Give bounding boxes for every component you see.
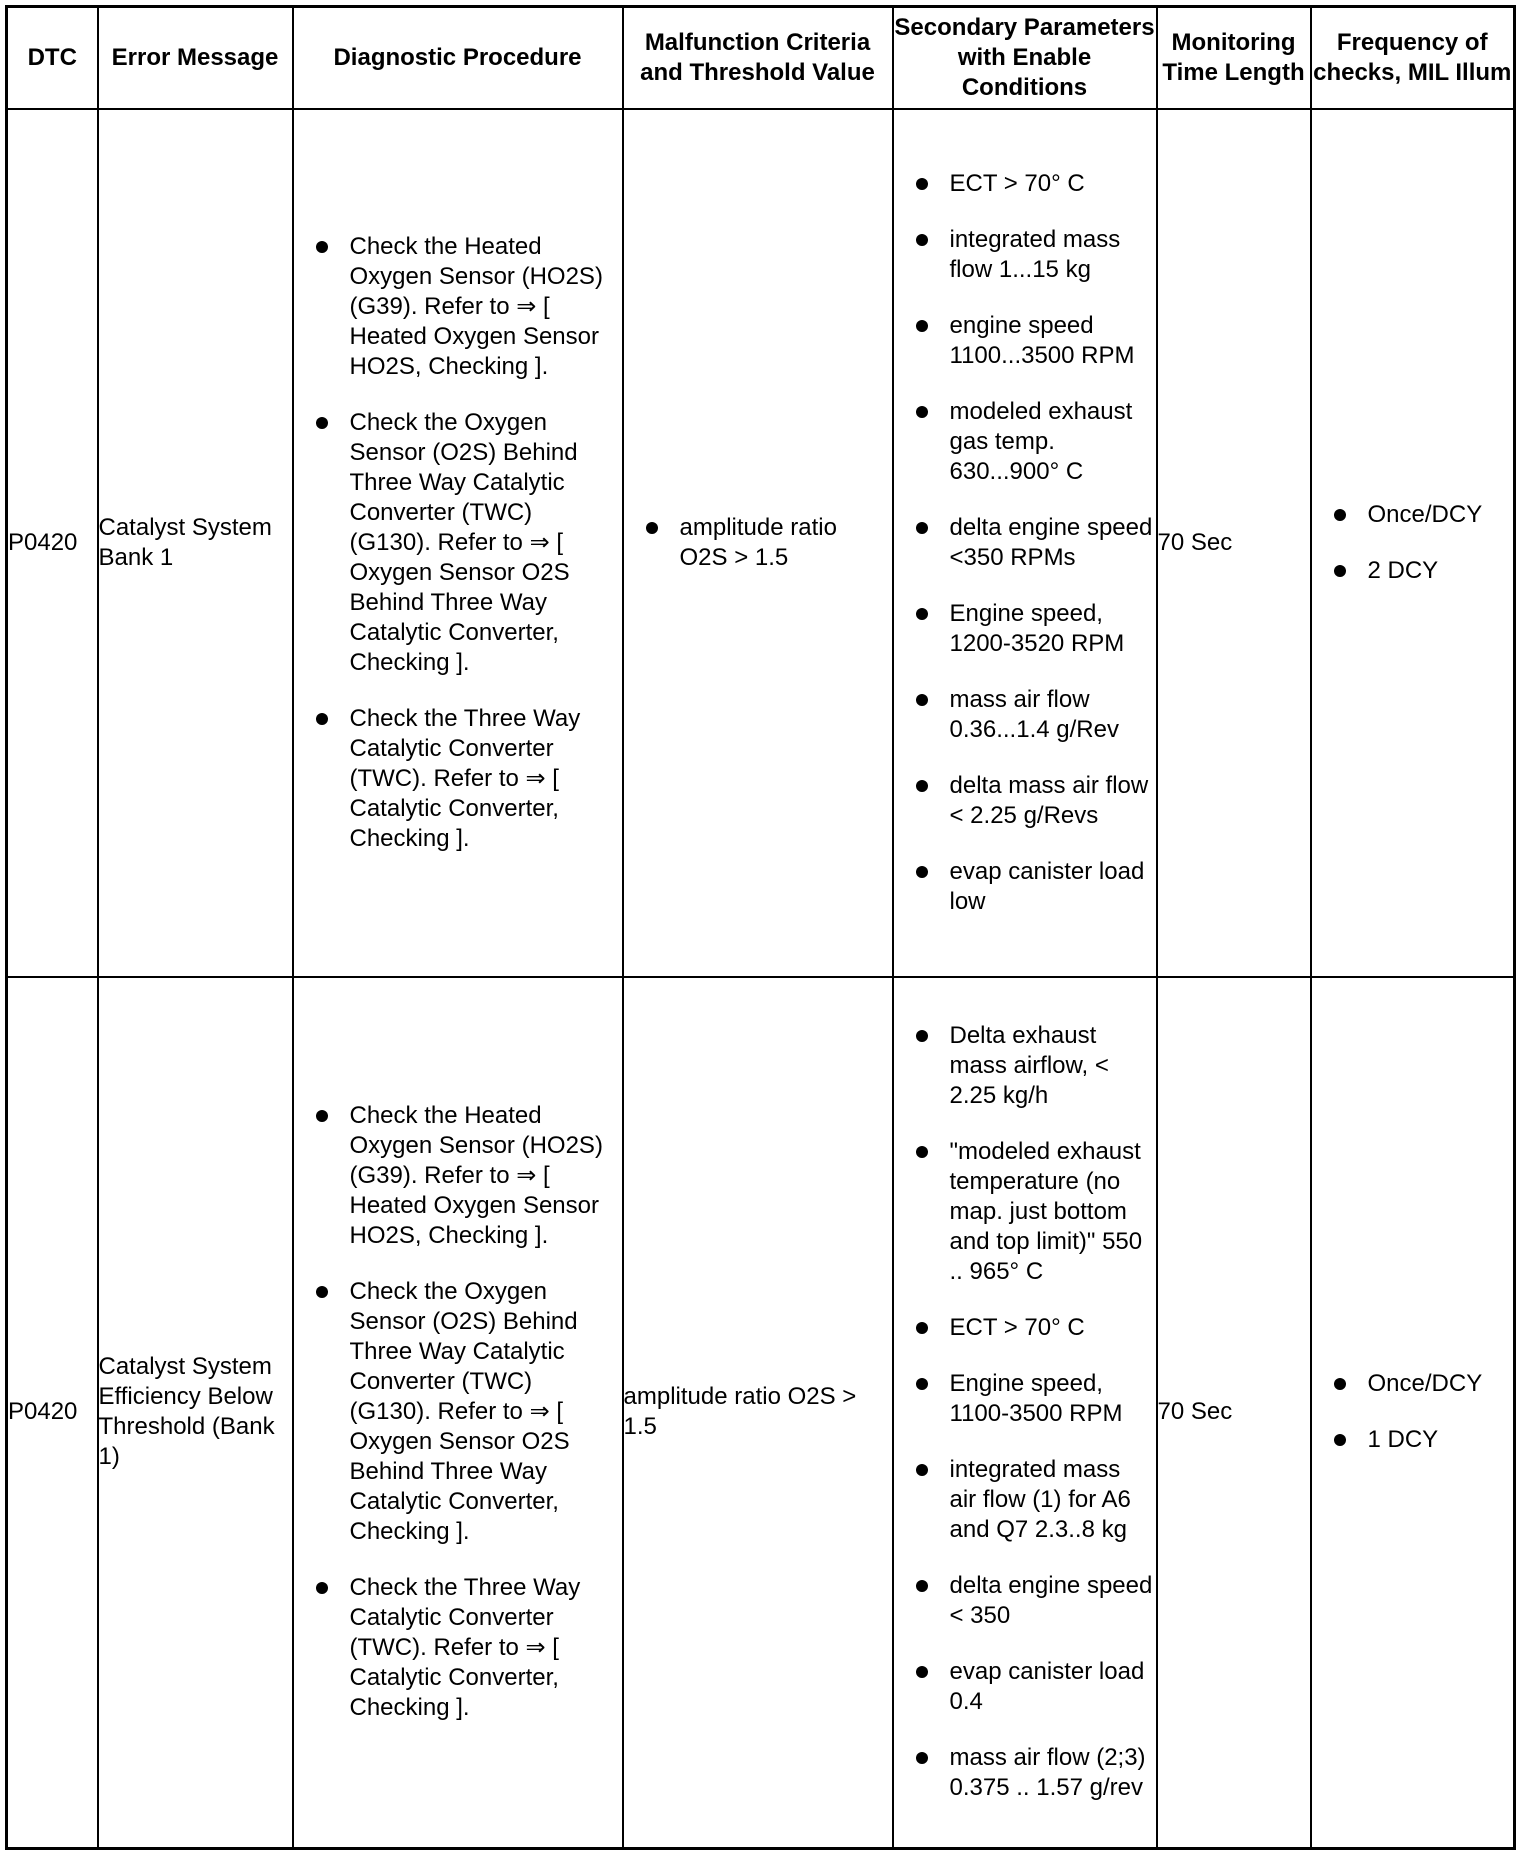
list-item: evap canister load 0.4 [894,1657,1156,1717]
table-row [7,109,1515,977]
list-item: ECT > 70° C [894,1313,1156,1343]
error-message-cell: Catalyst System Efficiency Below Threshold (Bank 1) [98,977,293,1848]
header-monitoring-time: Monitoring Time Length [1157,7,1311,110]
frequency-cell [1311,977,1515,1848]
list-item: Once/DCY [1312,1369,1514,1399]
header-secondary-parameters: Secondary Parameters with Enable Conditions [893,7,1157,110]
list-item: mass air flow 0.36...1.4 g/Rev [894,685,1156,745]
frequency-cell [1311,109,1515,977]
malfunction-criteria-list [624,513,892,573]
header-malfunction-criteria: Malfunction Criteria and Threshold Value [623,7,893,110]
list-item: integrated mass air flow (1) for A6 and Q7 2.3..8 kg [894,1455,1156,1545]
diagnostic-procedure-list [294,232,622,854]
secondary-parameters-cell [893,109,1157,977]
error-message-cell: Catalyst System Bank 1 [98,109,293,977]
frequency-list [1312,500,1514,586]
list-item: mass air flow (2;3) 0.375 .. 1.57 g/rev [894,1743,1156,1803]
list-item: delta mass air flow < 2.25 g/Revs [894,771,1156,831]
list-item: evap canister load low [894,857,1156,917]
list-item: integrated mass flow 1...15 kg [894,225,1156,285]
secondary-parameters-cell [893,977,1157,1848]
list-item: Check the Three Way Catalytic Converter (TWC). Refer to ⇒ [ Catalytic Converter, Checking ]. [294,1573,622,1723]
list-item: 2 DCY [1312,556,1514,586]
dtc-code-cell: P0420 [7,109,98,977]
list-item: delta engine speed <350 RPMs [894,513,1156,573]
list-item: Engine speed, 1100-3500 RPM [894,1369,1156,1429]
list-item: Check the Three Way Catalytic Converter (TWC). Refer to ⇒ [ Catalytic Converter, Checking ]. [294,704,622,854]
monitoring-time-cell: 70 Sec [1157,109,1311,977]
header-frequency: Frequency of checks, MIL Illum [1311,7,1515,110]
table-row [7,977,1515,1848]
malfunction-criteria-cell: amplitude ratio O2S > 1.5 [623,977,893,1848]
list-item: Check the Oxygen Sensor (O2S) Behind Three Way Catalytic Converter (TWC) (G130). Refer to ⇒ [ Oxygen Sensor O2S Behind Three Way Catalytic Converter, Checking ]. [294,1277,622,1547]
secondary-parameters-list [894,169,1156,917]
list-item: "modeled exhaust temperature (no map. just bottom and top limit)" 550 .. 965° C [894,1137,1156,1287]
diagnostic-procedure-cell [293,109,623,977]
malfunction-criteria-cell [623,109,893,977]
dtc-table-wrapper [5,5,1513,1849]
dtc-code-cell: P0420 [7,977,98,1848]
list-item: amplitude ratio O2S > 1.5 [624,513,892,573]
list-item: Check the Heated Oxygen Sensor (HO2S) (G39). Refer to ⇒ [ Heated Oxygen Sensor HO2S, Checking ]. [294,1101,622,1251]
list-item: modeled exhaust gas temp. 630...900° C [894,397,1156,487]
header-row [7,7,1515,110]
diagnostic-procedure-cell [293,977,623,1848]
frequency-list [1312,1369,1514,1455]
secondary-parameters-list [894,1021,1156,1803]
list-item: Delta exhaust mass airflow, < 2.25 kg/h [894,1021,1156,1111]
list-item: delta engine speed < 350 [894,1571,1156,1631]
list-item: ECT > 70° C [894,169,1156,199]
diagnostic-procedure-list [294,1101,622,1723]
list-item: Check the Oxygen Sensor (O2S) Behind Three Way Catalytic Converter (TWC) (G130). Refer to ⇒ [ Oxygen Sensor O2S Behind Three Way Catalytic Converter, Checking ]. [294,408,622,678]
list-item: Check the Heated Oxygen Sensor (HO2S) (G39). Refer to ⇒ [ Heated Oxygen Sensor HO2S, Checking ]. [294,232,622,382]
dtc-table [5,5,1516,1850]
header-dtc: DTC [7,7,98,110]
header-error-message: Error Message [98,7,293,110]
list-item: Engine speed, 1200-3520 RPM [894,599,1156,659]
list-item: 1 DCY [1312,1425,1514,1455]
list-item: engine speed 1100...3500 RPM [894,311,1156,371]
header-diagnostic-procedure: Diagnostic Procedure [293,7,623,110]
monitoring-time-cell: 70 Sec [1157,977,1311,1848]
list-item: Once/DCY [1312,500,1514,530]
